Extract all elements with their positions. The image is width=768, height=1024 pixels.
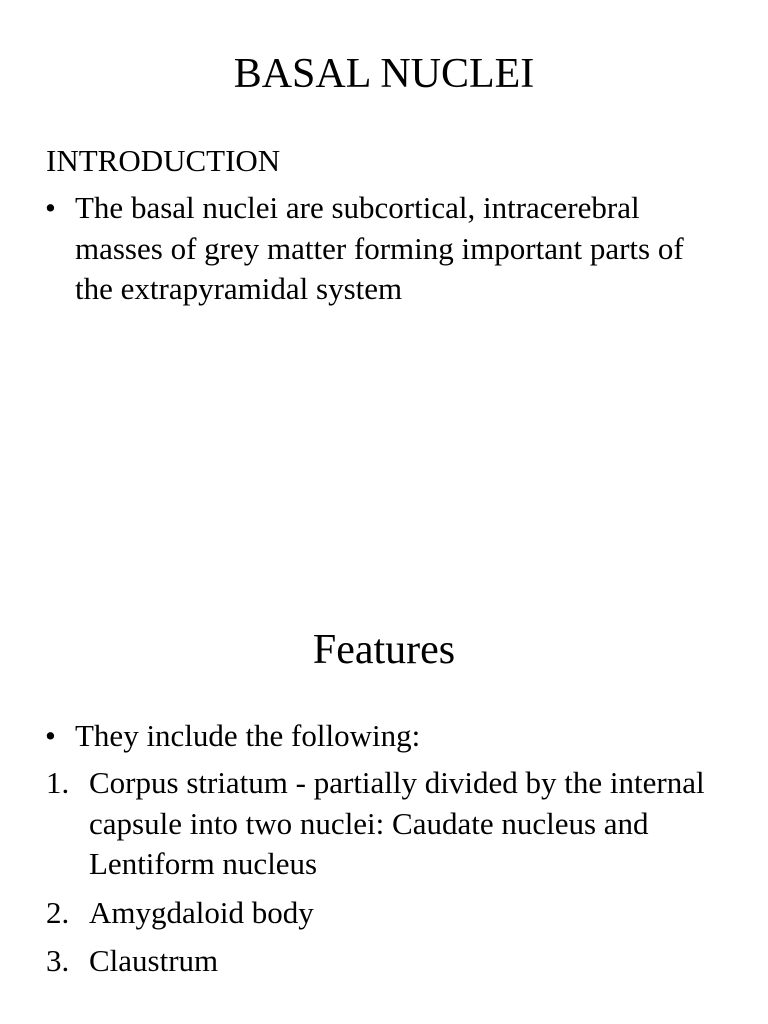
slide-features [0,512,768,1024]
section-heading: INTRODUCTION [46,143,281,178]
list-item-text: Corpus striatum - partially divided by the internal capsule into two nuclei: Caudate nucleus and Lentiform nucleus [89,765,705,881]
slide-title: BASAL NUCLEI [233,51,535,97]
bullet-marker: • [45,190,56,225]
list-number: 1. [46,765,70,800]
list-item-text: Claustrum [89,943,219,978]
list-number: 3. [46,943,70,978]
list-number: 2. [46,895,70,930]
bullet-marker: • [45,718,56,753]
bullet-text: The basal nuclei are subcortical, intracerebral masses of grey matter forming important parts of the extrapyramidal system [75,190,684,306]
slide-title: Features [312,627,456,673]
list-item-text: Amygdaloid body [89,895,314,930]
bullet-text: They include the following: [75,718,421,753]
